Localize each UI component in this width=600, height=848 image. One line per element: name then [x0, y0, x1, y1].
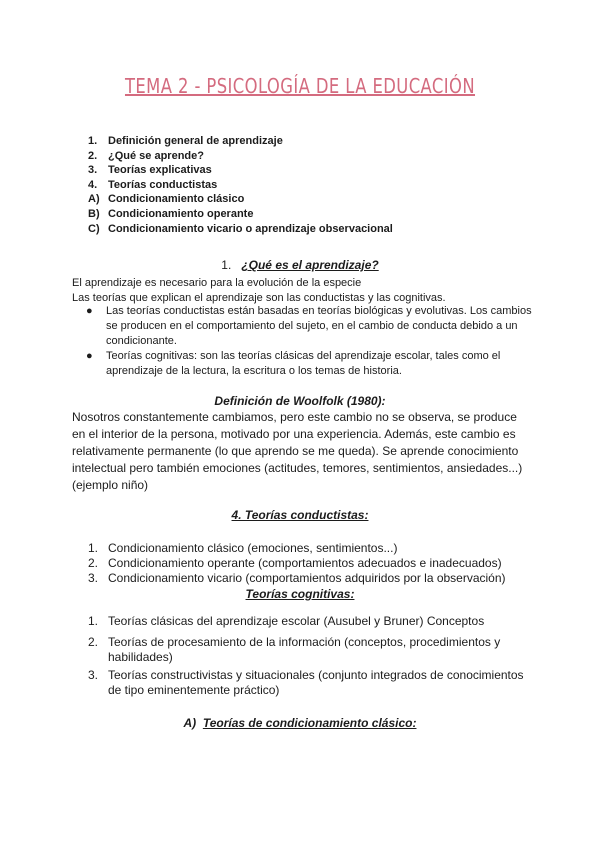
toc-item: [88, 149, 393, 164]
woolfolk-paragraph: Nosotros constantemente cambiamos, pero este cambio no se observa, se produce en el interior de la persona, motivado por una experiencia. Además, este cambio es relativamente permanente (lo que aprendo se me queda). Se aprende conocimiento intelectual pero también emociones (actitudes, temores, sentimientos, ansiedades...) (ejemplo niño): [72, 410, 523, 492]
list-text: Teorías de procesamiento de la información (conceptos, procedimientos y habilidades): [108, 635, 501, 664]
toc-item: [88, 163, 393, 178]
table-of-contents: [88, 134, 393, 236]
bullet-item: [86, 349, 556, 379]
list-number: 3.: [88, 668, 99, 682]
toc-item: [88, 207, 393, 222]
toc-item: [88, 178, 393, 193]
bullet-dot: ●: [86, 305, 93, 317]
list-number: 2.: [88, 556, 99, 570]
list-number: 1.: [88, 614, 99, 628]
toc-marker: C): [88, 222, 100, 235]
toc-text: Definición general de aprendizaje: [108, 135, 283, 147]
section-a-title: Teorías de condicionamiento clásico:: [202, 716, 417, 730]
section-1-number: 1.: [221, 258, 232, 272]
bullet-item: [86, 304, 556, 349]
list-text: Condicionamiento operante (comportamientos adecuados e inadecuados): [108, 556, 502, 570]
toc-text: Condicionamiento vicario o aprendizaje observacional: [108, 222, 393, 235]
toc-item: [88, 134, 393, 149]
toc-item: [88, 192, 393, 207]
list-number: 2.: [88, 635, 99, 649]
list-item: [88, 614, 548, 629]
list-item: [88, 556, 548, 571]
list-item: [88, 635, 548, 665]
list-number: 1.: [88, 541, 99, 555]
intro-line: Las teorías que explican el aprendizaje son las conductistas y las cognitivas.: [72, 292, 446, 304]
list-text: Teorías clásicas del aprendizaje escolar (Ausubel y Bruner) Conceptos: [108, 614, 485, 628]
toc-marker: 3.: [88, 164, 98, 177]
list-item: [88, 541, 548, 556]
section-a-heading: [0, 716, 600, 730]
toc-marker: A): [88, 193, 100, 206]
section-1-heading: [0, 258, 600, 272]
intro-line: El aprendizaje es necesario para la evolución de la especie: [72, 277, 362, 289]
toc-text: Teorías explicativas: [108, 164, 212, 177]
cognitivas-heading: Teorías cognitivas:: [245, 587, 355, 601]
list-text: Teorías constructivistas y situacionales (conjunto integrados de conocimientos de tipo eminentemente práctico): [108, 668, 524, 697]
toc-marker: 1.: [88, 135, 98, 147]
toc-marker: 2.: [88, 149, 98, 162]
toc-marker: 4.: [88, 178, 98, 191]
bullet-dot: ●: [86, 350, 93, 362]
toc-text: Teorías conductistas: [108, 178, 218, 191]
section-1-title: ¿Qué es el aprendizaje?: [241, 258, 379, 272]
woolfolk-heading: Definición de Woolfolk (1980):: [214, 394, 386, 408]
list-number: 3.: [88, 571, 99, 585]
list-text: Condicionamiento vicario (comportamientos adquiridos por la observación): [108, 571, 506, 585]
bullet-text: Teorías cognitivas: son las teorías clásicas del aprendizaje escolar, tales como el aprendizaje de la lectura, la escritura o los temas de historia.: [106, 350, 501, 377]
list-text: Condicionamiento clásico (emociones, sentimientos...): [108, 541, 398, 555]
toc-item: [88, 222, 393, 237]
conductistas-heading: 4. Teorías conductistas:: [231, 508, 369, 522]
toc-text: Condicionamiento operante: [108, 207, 254, 220]
list-item: [88, 571, 548, 586]
bullet-text: Las teorías conductistas están basadas en teorías biológicas y evolutivas. Los cambios se producen en el comportamiento del sujeto, en el cambio de conducta debido a un condicionante.: [106, 305, 532, 347]
toc-text: ¿Qué se aprende?: [108, 149, 204, 162]
section-a-marker: A): [183, 716, 197, 730]
page-title: TEMA 2 - PSICOLOGÍA DE LA EDUCACIÓN: [124, 74, 476, 98]
toc-marker: B): [88, 207, 100, 220]
toc-text: Condicionamiento clásico: [108, 193, 245, 206]
list-item: [88, 668, 548, 698]
